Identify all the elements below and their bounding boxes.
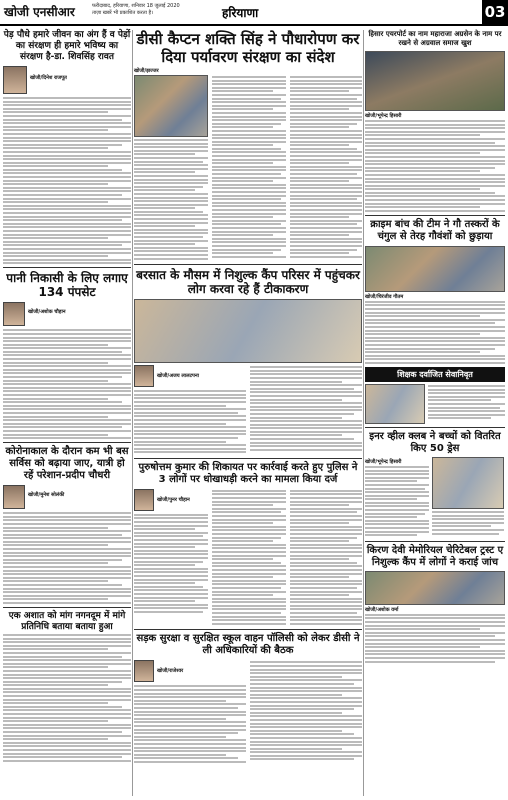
article-dateline: खोजी/भूपेन्द्र हिसारी xyxy=(365,458,402,465)
author-photo xyxy=(3,66,27,94)
divider xyxy=(365,215,505,216)
article-headline: सड़क सुरक्षा व सुरक्षित स्कूल वाहन पॉलिसी को लेकर डीसी ने ली अधिकारियों की बैठक xyxy=(136,633,360,657)
divider xyxy=(3,607,131,608)
article-vaccination xyxy=(134,268,362,455)
article-body xyxy=(3,329,131,439)
divider xyxy=(365,427,505,428)
article-dateline: खोजी/पुनर चौहान xyxy=(157,496,190,503)
divider xyxy=(134,458,362,459)
divider xyxy=(134,629,362,630)
article-dateline: खोजी/अशोक चौहान xyxy=(28,309,66,316)
article-photo xyxy=(365,571,505,605)
divider xyxy=(3,267,131,268)
article-body xyxy=(3,97,131,264)
article-photo xyxy=(365,384,425,424)
article-body xyxy=(3,512,131,604)
masthead xyxy=(0,0,508,26)
article-headline: क्राइम बांच की टीम ने गौ तस्करों के चंगुल से तेरह गौवंशों को छुड़ाया xyxy=(370,218,500,242)
article-kiran-devi-camp xyxy=(365,545,505,663)
article-body xyxy=(365,466,429,536)
article-headline: पेड़ पौधे हमारे जीवन का अंग हैं व पेड़ों का संरक्षण ही हमारे भविष्य का संरक्षण है-डा. शिवसिंह रावत xyxy=(3,30,131,62)
article-pumpsets xyxy=(3,271,131,439)
article-inner-wheel xyxy=(365,431,505,538)
article-headline: पानी निकासी के लिए लगाए 134 पंपसेट xyxy=(6,271,128,300)
article-photo xyxy=(365,246,505,292)
article-body xyxy=(3,634,131,762)
article-dateline: खोजी/भूपेन्द्र हिसारी xyxy=(365,113,402,119)
article-dateline: खोजी/मुनेश सोलंकी xyxy=(28,492,65,499)
article-dateline: खोजी/झज्जर xyxy=(134,68,159,74)
column-rule xyxy=(363,30,364,796)
newspaper-brand: खोजी एनसीआर xyxy=(4,5,75,19)
article-headline: किरण देवी मेमोरियल चेरिटेबल ट्रस्ट ए निशुल्क कैंप में लोगों ने कराई जांच xyxy=(366,544,504,568)
article-body xyxy=(290,490,362,627)
article-body-row xyxy=(134,75,362,261)
article-body xyxy=(290,76,362,261)
article-body xyxy=(428,385,505,424)
section-title: हरियाणा xyxy=(222,6,259,20)
article-body xyxy=(134,390,246,453)
author-photo xyxy=(134,489,154,511)
author-photo xyxy=(134,365,154,387)
divider xyxy=(134,264,362,265)
masthead-meta xyxy=(92,3,242,17)
section-banner: शिक्षक दर्वाजित सेवानिवृत xyxy=(365,367,505,382)
article-body xyxy=(134,75,208,261)
article-body xyxy=(365,120,505,212)
article-body xyxy=(134,514,208,613)
article-dateline: खोजी/दिनेश राजपूत xyxy=(30,75,67,81)
article-headline: इनर व्हील क्लब ने बच्चों को वितरित किए 50 ड्रेस xyxy=(369,430,501,454)
article-headline: पुरुषोत्तम कुमार की शिकायत पर कार्रवाई करते हुए पुलिस ने 3 लोगों पर धोखाधड़ी करने का मामला किया दर्ज xyxy=(138,461,358,485)
article-headline: एक अशात को मांग नगनदूम में मांगे प्रतिनिधि बताया बताया हुआ xyxy=(8,610,126,632)
middle-column xyxy=(134,30,362,765)
author-photo xyxy=(3,302,25,326)
article-dateline: खोजी/राजेश्वर xyxy=(157,668,184,675)
right-column xyxy=(365,30,505,664)
divider xyxy=(365,541,505,542)
divider xyxy=(3,442,131,443)
article-headline: हिसार एयरपोर्ट का नाम महाराजा अग्रसेन के नाम पर रखने से अग्रवाल समाज खुश xyxy=(368,30,502,47)
article-dateline: खोजी/चिरंजीव गौतम xyxy=(365,293,404,300)
column-rule xyxy=(132,30,133,796)
teacher-retirement-row xyxy=(365,384,505,424)
article-cow-smugglers xyxy=(365,219,505,364)
article-body xyxy=(212,76,286,261)
author-photo xyxy=(3,485,25,509)
article-photo xyxy=(134,75,208,137)
masthead-date: फरीदाबाद, हरियाणा, शनिवार 18 जुलाई 2020 xyxy=(92,3,180,9)
article-body xyxy=(365,614,505,663)
article-photo xyxy=(432,457,504,509)
article-representative xyxy=(3,611,131,762)
masthead-tagline: ताज़ा खबरें भी प्रकाशित करता है। xyxy=(92,10,154,16)
page-number: 03 xyxy=(482,0,508,24)
article-body xyxy=(250,661,362,764)
article-dc-plantation xyxy=(134,30,362,261)
article-road-safety xyxy=(134,633,362,764)
article-bus-service xyxy=(3,446,131,604)
article-police-fraud xyxy=(134,462,362,627)
article-body xyxy=(432,511,504,535)
lead-headline: डीसी कैप्टन शक्ति सिंह ने पौधारोपण कर दिया पर्यावरण संरक्षण का संदेश xyxy=(136,30,360,66)
article-dateline: खोजी/अजय लालटपना xyxy=(157,373,199,380)
article-body xyxy=(134,685,246,762)
article-photo xyxy=(134,299,362,363)
article-body xyxy=(365,301,505,364)
article-photo xyxy=(365,51,505,111)
author-photo xyxy=(134,660,154,682)
article-headline: बरसात के मौसम में निशुल्क कैंप परिसर में पहुंचकर लोग करवा रहे हैं टीकाकरण xyxy=(136,268,360,297)
left-column xyxy=(3,30,131,763)
article-body xyxy=(250,366,362,455)
article-tree-protection xyxy=(3,30,131,264)
article-headline: कोरोनाकाल के दौरान कम भी बस सर्विस को बढ़ाया जाए, यात्री हो रहें परेशान-प्रदीप चौधरी xyxy=(5,446,129,482)
article-dateline: खोजी/अशोक वर्मा xyxy=(365,606,399,613)
article-body xyxy=(212,490,286,627)
article-hisar-airport xyxy=(365,30,505,212)
